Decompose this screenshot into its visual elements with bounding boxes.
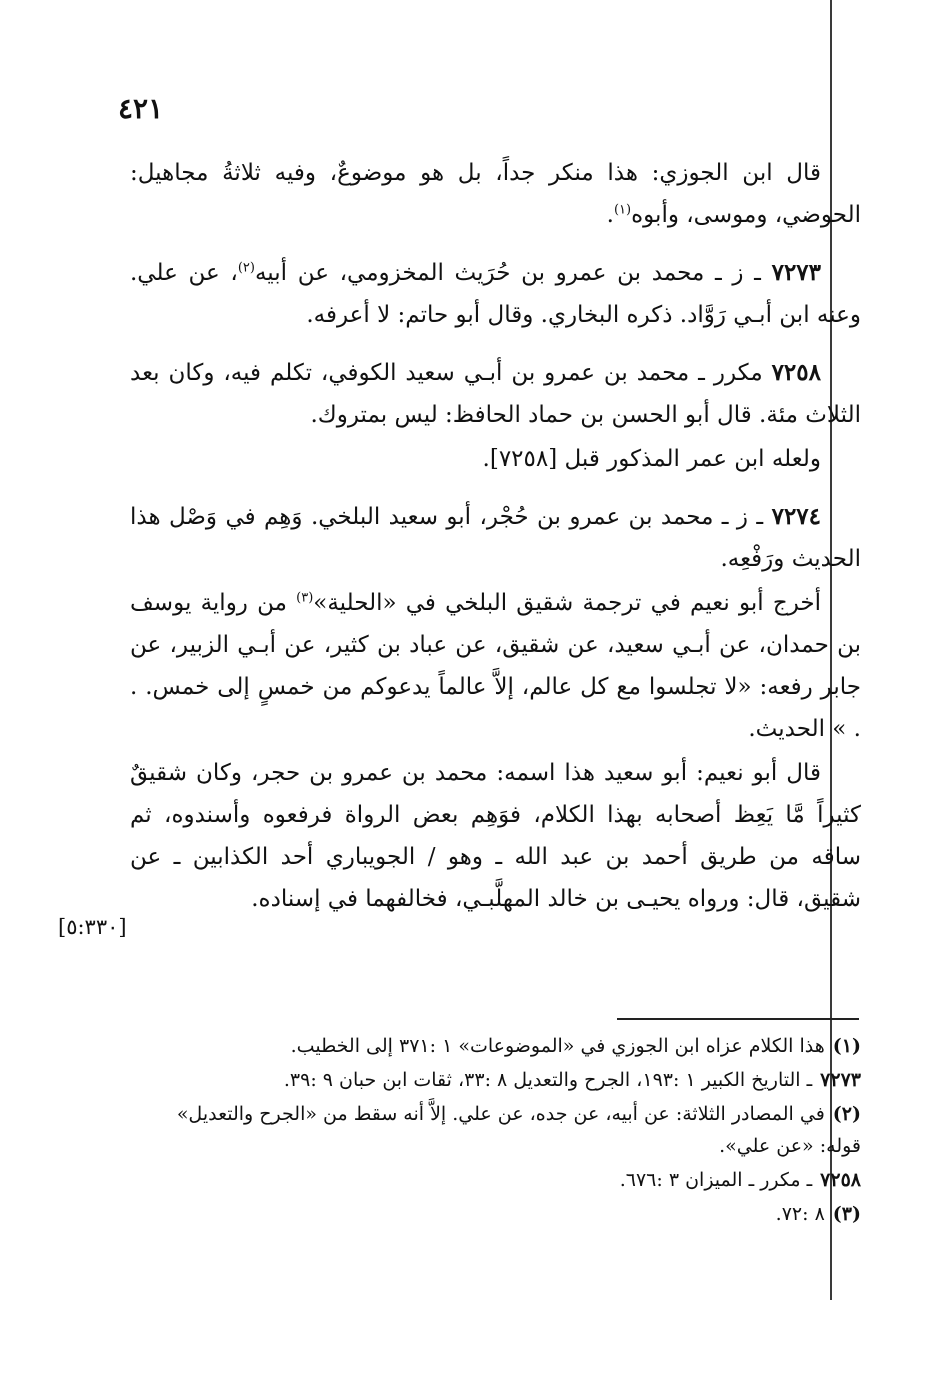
entry-text: ـ ز ـ محمد بن عمرو بن حُجْر، أبو سعيد البلخي. وَهِم في وَصْل هذا الحديث ورَفْعِه. [130,504,861,572]
footnote [130,1030,861,1062]
footnote [130,1098,861,1162]
footnote-text: في المصادر الثلاثة: عن أبيه، عن جده، عن علي. إلاَّ أنه سقط من «الجرح والتعديل» قوله: «عن علي». [176,1103,861,1157]
entry-7258 [130,352,861,436]
entry-number: ٧٢٧٤ [771,503,822,530]
entry-text-continued: ، عن علي. وعنه ابن أبـي رَوَّاد. ذكره البخاري. وقال أبو حاتم: لا أعرفه. [130,260,861,328]
entry-number: ٧٢٧٣ [771,259,822,286]
paragraph-commentary: قال أبو نعيم: أبو سعيد هذا اسمه: محمد بن عمرو بن حجر، وكان شقيقٌ كثيراً مَّا يَعِظ أصحابه بهذا الكلام، فوَهِم بعض الرواة فرفعوه وأسندوه، ثم ساقه من طريق أحمد بن عبد الله ـ وهو / الجويباري أحد الكذابين ـ عن شقيق، قال: ورواه يحيـى بن خالد المهلَّبـي، فخالفهما في إسناده. [130,760,861,912]
volume-page-reference: [٥:٣٣٠] [58,915,127,939]
footnotes [130,1030,861,1232]
footnote-text: ـ التاريخ الكبير ١ :١٩٣، الجرح والتعديل ٨ :٣٣، ثقات ابن حبان ٩ :٣٩. [283,1069,813,1091]
footnote-mark: (٣) [832,1203,861,1225]
footnote-mark: ٧٢٧٣ [820,1069,861,1091]
paragraph-text: أخرج أبو نعيم في ترجمة شقيق البلخي في «الحلية» [313,590,821,616]
footnote-text: ٨ :٧٢. [775,1203,825,1225]
page-number: ٤٢١ [118,92,164,125]
footnote-marker[interactable]: (٣) [296,590,314,606]
entry-7274 [130,496,861,580]
footnote-marker[interactable]: (٢) [237,260,255,276]
paragraph-note: ولعله ابن عمر المذكور قبل [٧٢٥٨]. [482,446,821,472]
footnote-mark: (١) [832,1035,861,1057]
paragraph-text: قال ابن الجوزي: هذا منكر جداً، بل هو موضوعٌ، وفيه ثلاثةُ مجاهيل: الحوضي، وموسى، وأبوه [130,160,861,228]
footnote-text: ـ مكرر ـ الميزان ٣ :٦٧٦. [619,1169,813,1191]
footnote-text: هذا الكلام عزاه ابن الجوزي في «الموضوعات» ١ :٣٧١ إلى الخطيب. [290,1035,825,1057]
main-text [130,152,861,936]
footnote [130,1164,861,1196]
footnote-marker[interactable]: (١) [613,202,632,218]
footnote [130,1064,861,1096]
entry-7273 [130,252,861,336]
paragraph-text-continued: من رواية يوسف بن حمدان، عن أبـي سعيد، عن شقيق، عن عباد بن كثير، عن أبـي الزبير، عن جابر رفعه: «لا تجلسوا مع كل عالم، إلاَّ عالماً يدعوكم من خمسٍ إلى خمس. . . » الحديث. [130,590,861,742]
entry-number: ٧٢٥٨ [771,359,821,386]
paragraph-abu-nuaym [130,582,861,750]
footnote-separator [617,1018,859,1020]
footnote-mark: (٢) [832,1103,861,1125]
entry-text: مكرر ـ محمد بن عمرو بن أبـي سعيد الكوفي، تكلم فيه، وكان بعد الثلاث مئة. قال أبو الحسن بن حماد الحافظ: ليس بمتروك. [130,360,861,428]
footnote-mark: ٧٢٥٨ [820,1169,861,1191]
paragraph-ibn-jawzi: قال ابن الجوزي: هذا منكر جداً، بل هو موضوعٌ، وفيه ثلاثةُ مجاهيل: الحوضي، وموسى، وأبوه$^{(١)}$. [130,160,861,228]
footnote [130,1198,861,1230]
entry-text: ـ ز ـ محمد بن عمرو بن حُرَيث المخزومي، عن أبيه [254,260,761,286]
